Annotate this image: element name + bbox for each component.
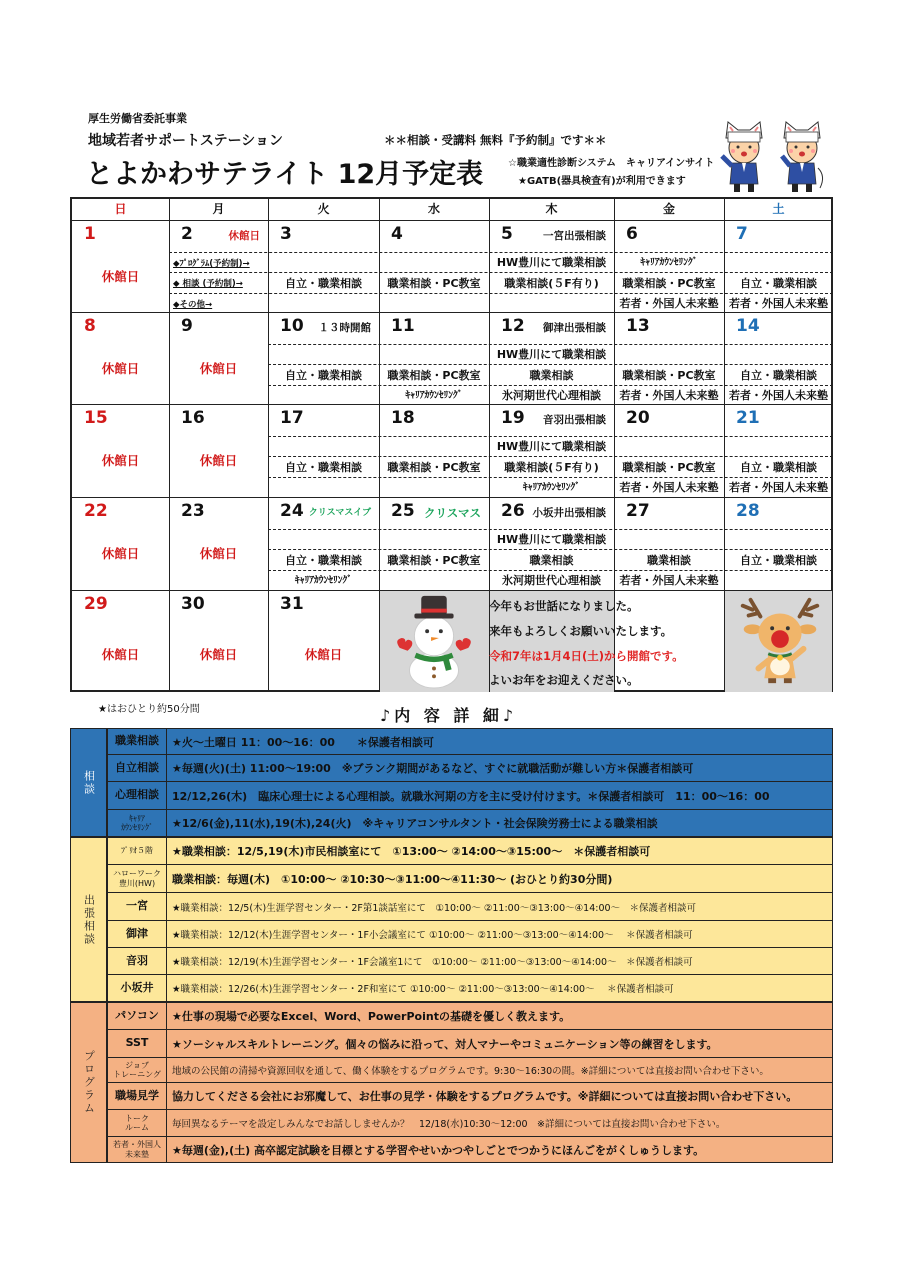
details-row-label: 一宮	[108, 893, 167, 920]
day-number: 27	[626, 501, 650, 521]
other-slot: ｷｬﾘｱｶｳﾝｾﾘﾝｸﾞ	[405, 390, 463, 401]
other-slot: 若者・外国人未来塾	[729, 389, 828, 402]
day-tag: クリスマスイブ	[308, 508, 371, 518]
slot-divider	[268, 364, 833, 365]
closed-day-label: 休館日	[199, 647, 238, 662]
details-row-label: 職場見学	[108, 1083, 167, 1109]
slot-divider	[268, 344, 833, 345]
station-name: 地域若者サポートステーション	[88, 133, 284, 149]
day-number: 24	[280, 501, 304, 521]
day-number: 19	[501, 408, 525, 428]
details-row-label: 自立相談	[108, 755, 167, 781]
details-row-text: ★職業相談：12/19(木)生涯学習センター・1F会議室1にて ①10:00～ ②11:00～③13:00～④14:00～ ＊保護者相談可	[172, 957, 693, 968]
day-number: 8	[84, 316, 96, 336]
day-number: 4	[391, 224, 403, 244]
details-row-text: ★職業相談：12/26(木)生涯学習センター・2F和室にて ①10:00～ ②11:00～③13:00～④14:00～ ＊保護者相談可	[172, 984, 674, 995]
details-row-label: 若者・外国人 未来塾	[108, 1137, 167, 1162]
other-slot: ｷｬﾘｱｶｳﾝｾﾘﾝｸﾞ	[522, 482, 580, 493]
details-row-text: ★毎週(火)(土) 11:00～19:00 ※ブランク期間があるなど、すぐに就職活動が難しい方＊保護者相談可	[172, 762, 694, 775]
details-row-text: ★職業相談：12/5(木)生涯学習センター・2F第1談話室にて ①10:00～ ②11:00～③13:00～④14:00～ ＊保護者相談可	[172, 902, 697, 914]
day-number: 5	[501, 224, 513, 244]
duration-note: ★はおひとり約50分間	[98, 704, 200, 715]
program-slot: HW豊川にて職業相談	[496, 533, 607, 546]
consult-slot: 職業相談・PC教室	[387, 369, 481, 382]
calendar-grid	[70, 197, 833, 692]
slot-divider	[268, 477, 833, 478]
details-row-text: 12/12,26(木) 臨床心理士による心理相談。就職氷河期の方を主に受け付けます。＊保護者相談可 11：00～16：00	[172, 789, 770, 803]
slot-divider	[169, 272, 833, 273]
details-title: ♪内 容 詳 細♪	[380, 706, 518, 725]
day-tag: 御津出張相談	[543, 322, 606, 334]
aptitude-system-note: ☆職業適性診断システム キャリアインサイト	[508, 158, 715, 169]
weekday-header-2: 火	[317, 202, 330, 216]
details-row	[107, 782, 833, 810]
details-row	[107, 865, 833, 893]
day-number: 11	[391, 316, 415, 336]
other-slot: 若者・外国人未来塾	[619, 297, 719, 310]
other-slot: 若者・外国人未来塾	[619, 389, 719, 402]
details-row	[107, 948, 833, 975]
details-row-text: ★職業相談：12/5,19(木)市民相談室にて ①13:00～ ②14:00～③15:00～ ＊保護者相談可	[172, 845, 651, 858]
details-row-text: 協力してくださる会社にお邪魔して、お仕事の見学・体験をするプログラムです。※詳細については直接お問い合わせ下さい。	[172, 1090, 798, 1103]
closed-day-label: 休館日	[101, 647, 140, 662]
consult-slot: 自立・職業相談	[740, 277, 817, 290]
other-slot: 若者・外国人未来塾	[729, 297, 828, 310]
details-row	[107, 1058, 833, 1083]
reindeer-icon	[730, 592, 830, 690]
other-slot: 若者・外国人未来塾	[619, 574, 719, 587]
details-row-text: ★職業相談：12/12(木)生涯学習センター・1F小会議室にて ①10:00～ ②11:00～③13:00～④14:00～ ＊保護者相談可	[172, 930, 693, 941]
closed-day-label: 休館日	[101, 269, 140, 284]
consult-slot: 職業相談	[529, 554, 574, 567]
details-row-label: トーク ルーム	[108, 1110, 167, 1136]
organization-label: 厚生労働省委託事業	[88, 112, 187, 125]
day-number: 15	[84, 408, 108, 428]
consult-slot: 職業相談・PC教室	[622, 369, 716, 382]
day-number: 21	[736, 408, 760, 428]
closed-day-label: 休館日	[101, 361, 140, 376]
day-number: 13	[626, 316, 650, 336]
cat-hat-mascot-icon	[718, 118, 770, 194]
day-number: 25	[391, 501, 415, 521]
details-row-label: 小坂井	[108, 975, 167, 1001]
year-end-message-line: 来年もよろしくお願いいたします。	[489, 624, 673, 638]
other-slot: ｷｬﾘｱｶｳﾝｾﾘﾝｸﾞ	[294, 575, 352, 586]
year-end-message-line: 今年もお世話になりました。	[489, 599, 639, 613]
other-slot: 若者・外国人未来塾	[729, 481, 828, 494]
program-slot: HW豊川にて職業相談	[496, 440, 607, 453]
day-number: 16	[181, 408, 205, 428]
details-row-text: ★火～土曜日 11：00～16：00 ＊保護者相談可	[172, 735, 434, 749]
details-row-text: 毎回異なるテーマを設定しみんなでお話ししませんか？ 12/18(水)10:30～12:00 ※詳細については直接お問い合わせ下さい。	[172, 1119, 726, 1130]
row-divider	[72, 497, 831, 498]
program-slot: HW豊川にて職業相談	[496, 348, 607, 361]
details-row	[107, 893, 833, 921]
slot-divider	[268, 436, 833, 437]
consult-slot: 職業相談	[529, 369, 574, 382]
details-row-text: 職業相談：毎週(木) ①10:00～ ②10:30～③11:00～④11:30～ (おひとり約30分間)	[172, 872, 613, 886]
year-end-message-line: 令和7年は1月4日(土)から開館です。	[489, 649, 684, 663]
day-number: 18	[391, 408, 415, 428]
closed-day-label: 休館日	[199, 546, 238, 561]
consult-slot: 職業相談・PC教室	[387, 554, 481, 567]
details-row-text: ★12/6(金),11(水),19(木),24(火) ※キャリアコンサルタント・社会保険労務士による職業相談	[172, 817, 658, 830]
slot-divider	[268, 529, 833, 530]
other-slot: 氷河期世代心理相談	[502, 574, 601, 587]
day-number: 23	[181, 501, 205, 521]
weekday-header-5: 金	[662, 202, 675, 216]
day-number: 28	[736, 501, 760, 521]
slot-divider	[268, 549, 833, 550]
details-row-text: ★ソーシャルスキルトレーニング。個々の悩みに沿って、対人マナーやコミュニケーション等の練習をします。	[172, 1037, 718, 1051]
details-row-label: SST	[108, 1030, 167, 1057]
details-row-label: 職業相談	[108, 729, 167, 754]
details-row-label: 心理相談	[108, 782, 167, 809]
details-row	[107, 1083, 833, 1110]
consult-slot: 自立・職業相談	[740, 554, 817, 567]
details-row-label: 御津	[108, 921, 167, 947]
details-row-label: 音羽	[108, 948, 167, 974]
free-reservation-notice: ＊＊相談・受講料 無料『予約制』です＊＊	[384, 133, 607, 147]
consult-slot: 職業相談(５F有り)	[504, 461, 599, 474]
day-number: 31	[280, 594, 304, 614]
day-number: 29	[84, 594, 108, 614]
slot-divider	[169, 293, 833, 294]
cat-hat-mascot-icon	[776, 118, 828, 194]
details-row	[107, 1137, 833, 1163]
legend-consult: ◆ 相談 (予約制)→	[173, 279, 243, 289]
day-number: 17	[280, 408, 304, 428]
day-number: 14	[736, 316, 760, 336]
day-tag: 一宮出張相談	[543, 230, 606, 242]
details-row-label: ｷｬﾘｱ ｶｳﾝｾﾘﾝｸﾞ	[108, 810, 167, 836]
consult-slot: 職業相談	[647, 554, 691, 567]
details-row-label: ﾌﾟﾘｵ５階	[108, 838, 167, 864]
weekday-header-4: 木	[545, 202, 558, 216]
details-row	[107, 975, 833, 1002]
consult-slot: 職業相談(５F有り)	[504, 277, 599, 290]
details-row-label: パソコン	[108, 1003, 167, 1029]
day-number: 2	[181, 224, 193, 244]
day-number: 6	[626, 224, 638, 244]
consultation-group-category: 相談	[70, 728, 107, 837]
details-row-label: ハローワーク 豊川(HW)	[108, 865, 167, 892]
row-divider	[72, 312, 831, 313]
day-number: 10	[280, 316, 304, 336]
day-number: 22	[84, 501, 108, 521]
day-tag: 休館日	[228, 230, 260, 242]
slot-divider	[169, 252, 833, 253]
weekday-header-0: 日	[114, 202, 127, 216]
closed-day-label: 休館日	[199, 453, 238, 468]
details-row	[107, 728, 833, 755]
day-number: 30	[181, 594, 205, 614]
program-slot: HW豊川にて職業相談	[496, 256, 607, 269]
gatb-note: ★GATB(器具検査有)が利用できます	[518, 176, 686, 187]
details-row-text: ★毎週(金),(土) 高卒認定試験を目標とする学習やせいかつやしごとでつかうにほんごをがくしゅうします。	[172, 1143, 705, 1157]
details-row	[107, 810, 833, 837]
day-tag: クリスマス	[423, 506, 481, 520]
day-number: 1	[84, 224, 96, 244]
closed-day-label: 休館日	[199, 361, 238, 376]
consult-slot: 職業相談・PC教室	[622, 461, 716, 474]
consult-slot: 自立・職業相談	[285, 554, 362, 567]
program-group-category: プログラム	[70, 1002, 107, 1163]
day-number: 9	[181, 316, 193, 336]
day-number: 26	[501, 501, 525, 521]
day-number: 3	[280, 224, 292, 244]
details-row	[107, 921, 833, 948]
page-title: とよかわサテライト 12月予定表	[86, 159, 484, 190]
details-row	[107, 1002, 833, 1030]
weekday-header-6: 土	[772, 202, 785, 216]
legend-other: ◆その他→	[173, 300, 213, 310]
closed-day-label: 休館日	[304, 647, 343, 662]
consult-slot: 自立・職業相談	[285, 369, 362, 382]
weekday-header-1: 月	[212, 202, 225, 216]
slot-divider	[268, 570, 833, 571]
details-row	[107, 1110, 833, 1137]
other-slot: 氷河期世代心理相談	[502, 389, 601, 402]
day-tag: 音羽出張相談	[543, 414, 606, 426]
day-tag: １３時開館	[318, 322, 371, 334]
consult-slot: 自立・職業相談	[285, 277, 362, 290]
details-row	[107, 837, 833, 865]
consult-slot: 職業相談・PC教室	[387, 461, 481, 474]
details-row-label: ジョブ トレーニング	[108, 1058, 167, 1082]
details-row	[107, 755, 833, 782]
slot-divider	[268, 385, 833, 386]
day-number: 7	[736, 224, 748, 244]
consult-slot: 自立・職業相談	[740, 369, 817, 382]
consult-slot: 職業相談・PC教室	[387, 277, 481, 290]
row-divider	[72, 404, 831, 405]
day-number: 20	[626, 408, 650, 428]
program-slot: ｷｬﾘｱｶｳﾝｾﾘﾝｸﾞ	[640, 257, 698, 268]
day-tag: 小坂井出張相談	[532, 507, 606, 519]
slot-divider	[268, 456, 833, 457]
consult-slot: 自立・職業相談	[285, 461, 362, 474]
closed-day-label: 休館日	[101, 453, 140, 468]
details-row	[107, 1030, 833, 1058]
legend-program: ◆ﾌﾟﾛｸﾞﾗﾑ(予約制)→	[173, 259, 250, 269]
consult-slot: 職業相談・PC教室	[622, 277, 716, 290]
weekday-header-3: 水	[427, 202, 440, 216]
year-end-message-line: よいお年をお迎えください。	[489, 673, 639, 687]
outreach-group-category: 出張相談	[70, 837, 107, 1002]
consult-slot: 自立・職業相談	[740, 461, 817, 474]
day-number: 12	[501, 316, 525, 336]
row-divider	[72, 220, 831, 221]
closed-day-label: 休館日	[101, 546, 140, 561]
details-row-text: 地域の公民館の清掃や資源回収を通して、働く体験をするプログラムです。9:30～16:30の間。※詳細については直接お問い合わせ下さい。	[172, 1066, 769, 1077]
other-slot: 若者・外国人未来塾	[619, 481, 719, 494]
snowman-icon	[384, 592, 484, 690]
details-row-text: ★仕事の現場で必要なExcel、Word、PowerPointの基礎を優しく教えます。	[172, 1010, 571, 1023]
